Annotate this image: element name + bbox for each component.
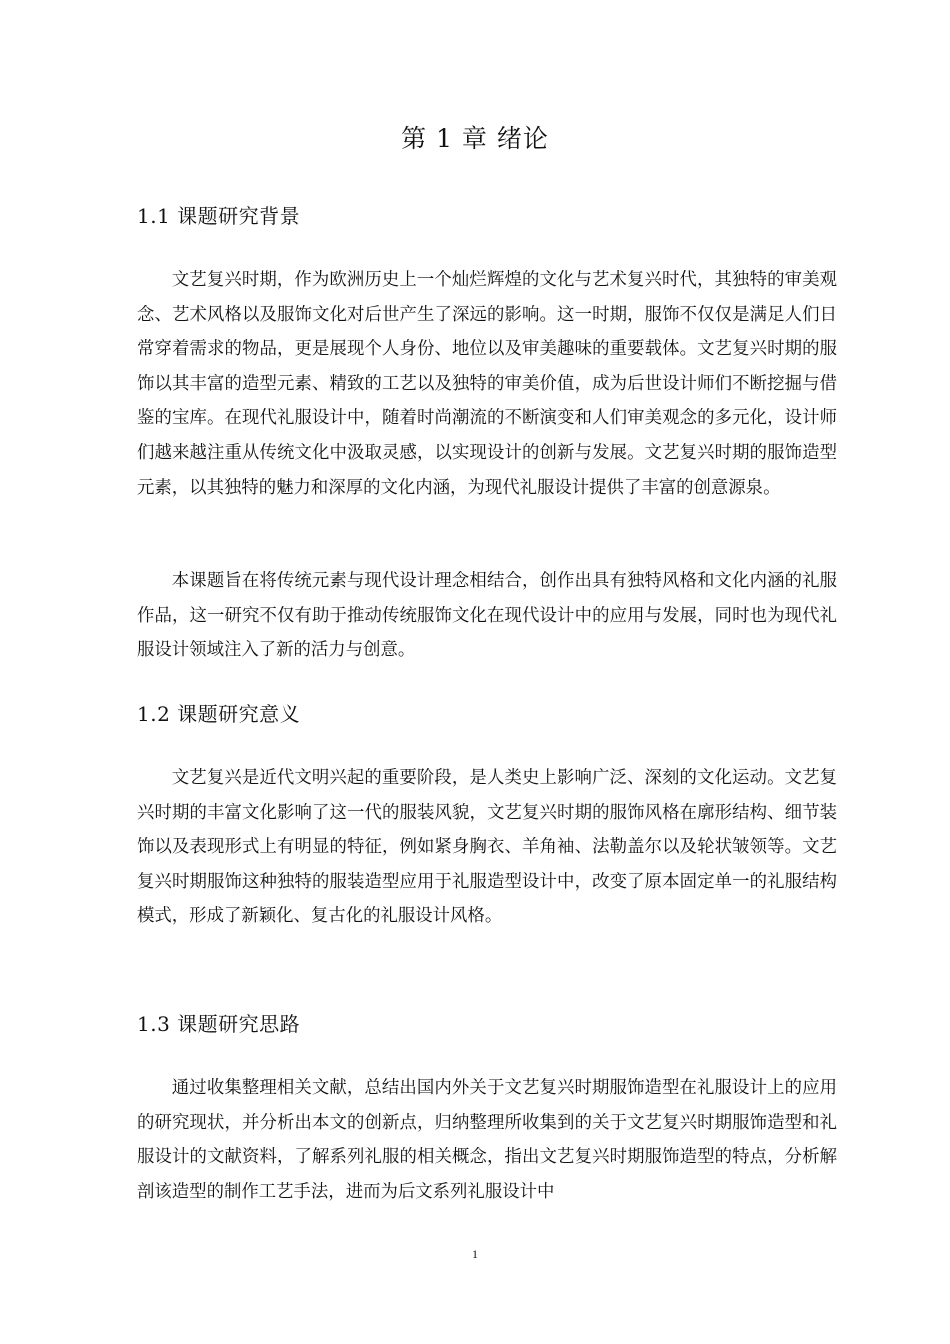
paragraph-1-2-significance: 文艺复兴是近代文明兴起的重要阶段，是人类史上影响广泛、深刻的文化运动。文艺复兴时期的丰富文化影响了这一代的服装风貌，文艺复兴时期的服饰风格在廓形结构、细节装饰以及表现形式上有明显的特征，例如紧身胸衣、羊角袖、法勒盖尔以及轮状皱领等。文艺复兴时期服饰这种独特的服装造型应用于礼服造型设计中，改变了原本固定单一的礼服结构模式，形成了新颖化、复古化的礼服设计风格。 (137, 768, 837, 927)
section-heading-1-2: 1.2 课题研究意义 (137, 702, 301, 726)
paragraph-1-3-approach: 通过收集整理相关文献，总结出国内外关于文艺复兴时期服饰造型在礼服设计上的应用的研究现状，并分析出本文的创新点，归纳整理所收集到的关于文艺复兴时期服饰造型和礼服设计的文献资料，了解系列礼服的相关概念，指出文艺复兴时期服饰造型的特点，分析解剖该造型的制作工艺手法，进而为后文系列礼服设计中 (137, 1078, 837, 1202)
paragraph-1-1-aim: 本课题旨在将传统元素与现代设计理念相结合，创作出具有独特风格和文化内涵的礼服作品，这一研究不仅有助于推动传统服饰文化在现代设计中的应用与发展，同时也为现代礼服设计领域注入了新的活力与创意。 (137, 571, 837, 661)
page-number: 1 (472, 1247, 478, 1261)
paragraph-1-1-background: 文艺复兴时期，作为欧洲历史上一个灿烂辉煌的文化与艺术复兴时代，其独特的审美观念、艺术风格以及服饰文化对后世产生了深远的影响。这一时期，服饰不仅仅是满足人们日常穿着需求的物品，更是展现个人身份、地位以及审美趣味的重要载体。文艺复兴时期的服饰以其丰富的造型元素、精致的工艺以及独特的审美价值，成为后世设计师们不断挖掘与借鉴的宝库。在现代礼服设计中，随着时尚潮流的不断演变和人们审美观念的多元化，设计师们越来越注重从传统文化中汲取灵感，以实现设计的创新与发展。文艺复兴时期的服饰造型元素，以其独特的魅力和深厚的文化内涵，为现代礼服设计提供了丰富的创意源泉。 (137, 270, 837, 498)
chapter-title: 第 1 章 绪论 (401, 124, 549, 153)
section-heading-1-1: 1.1 课题研究背景 (137, 204, 301, 228)
section-heading-1-3: 1.3 课题研究思路 (137, 1012, 301, 1036)
